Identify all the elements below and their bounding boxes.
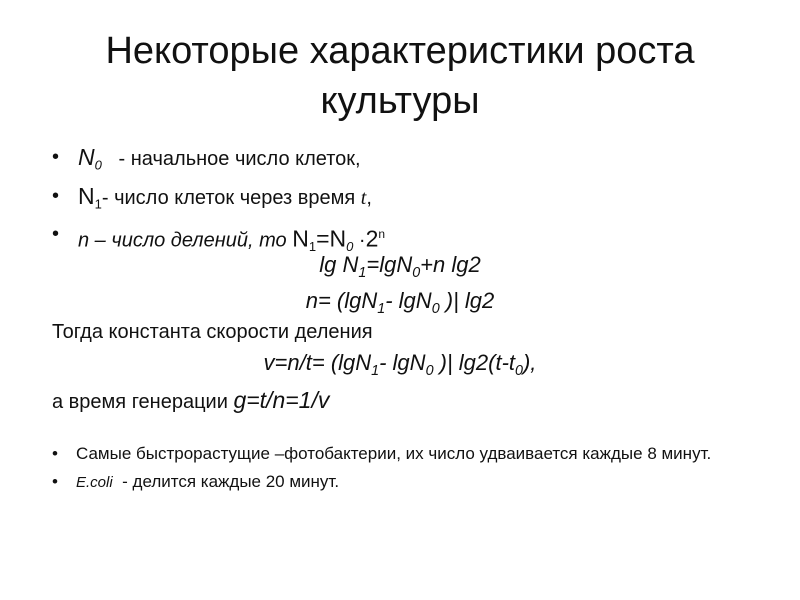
formula-rate: v=n/t= (lgN$_1$- lgN$_0$ )| $\lg 2(t-t_0)$, bbox=[263, 350, 537, 379]
formula-eq: =N bbox=[316, 225, 347, 252]
title-line-1: Некоторые характеристики роста bbox=[105, 30, 695, 72]
definition-text: – число делений, то bbox=[89, 229, 293, 252]
paragraph-constant: Тогда константа скорости деления bbox=[52, 321, 373, 343]
paragraph-generation: а время генерации g=t/n=1/v bbox=[52, 387, 330, 413]
formula-log: $\lg N_1=\lg N_0+n$ lg2 bbox=[319, 252, 481, 281]
slide-title bbox=[40, 26, 760, 126]
subscript: 0 bbox=[94, 157, 102, 173]
definition-text: - число клеток через время bbox=[101, 186, 361, 209]
list-item-ecoli: • E.coli - делится каждые 20 минут. bbox=[52, 472, 752, 493]
species-name: E.coli bbox=[76, 474, 113, 491]
formula-dot: · bbox=[353, 229, 366, 252]
subscript: 1 bbox=[308, 239, 317, 255]
formula-base: 2 bbox=[365, 225, 379, 252]
list-item-n1 bbox=[52, 181, 385, 220]
symbol-n: N bbox=[78, 144, 95, 170]
formula-generation: g=t/n=1/v bbox=[233, 387, 330, 413]
facts-list bbox=[52, 444, 752, 501]
time-variable: t bbox=[360, 186, 367, 209]
list-item-photobacteria: • Самые быстрорастущие –фотобактерии, их число удваивается каждые 8 минут. bbox=[52, 444, 752, 464]
symbol-n: N bbox=[78, 182, 95, 209]
formula-n: n= (lgN$_1$- lgN$_0$ )| lg2 bbox=[305, 288, 495, 317]
symbol-n-lower: n bbox=[78, 229, 90, 252]
definitions-list bbox=[52, 142, 385, 262]
superscript: n bbox=[378, 227, 386, 242]
subscript: 1 bbox=[94, 196, 102, 212]
definition-text: - начальное число клеток, bbox=[101, 148, 361, 170]
subscript: 0 bbox=[346, 239, 354, 255]
title-line-2: культуры bbox=[320, 80, 480, 122]
formula-n1: N bbox=[292, 225, 309, 252]
list-item-n0 bbox=[52, 142, 385, 181]
definition-tail: , bbox=[366, 186, 372, 209]
